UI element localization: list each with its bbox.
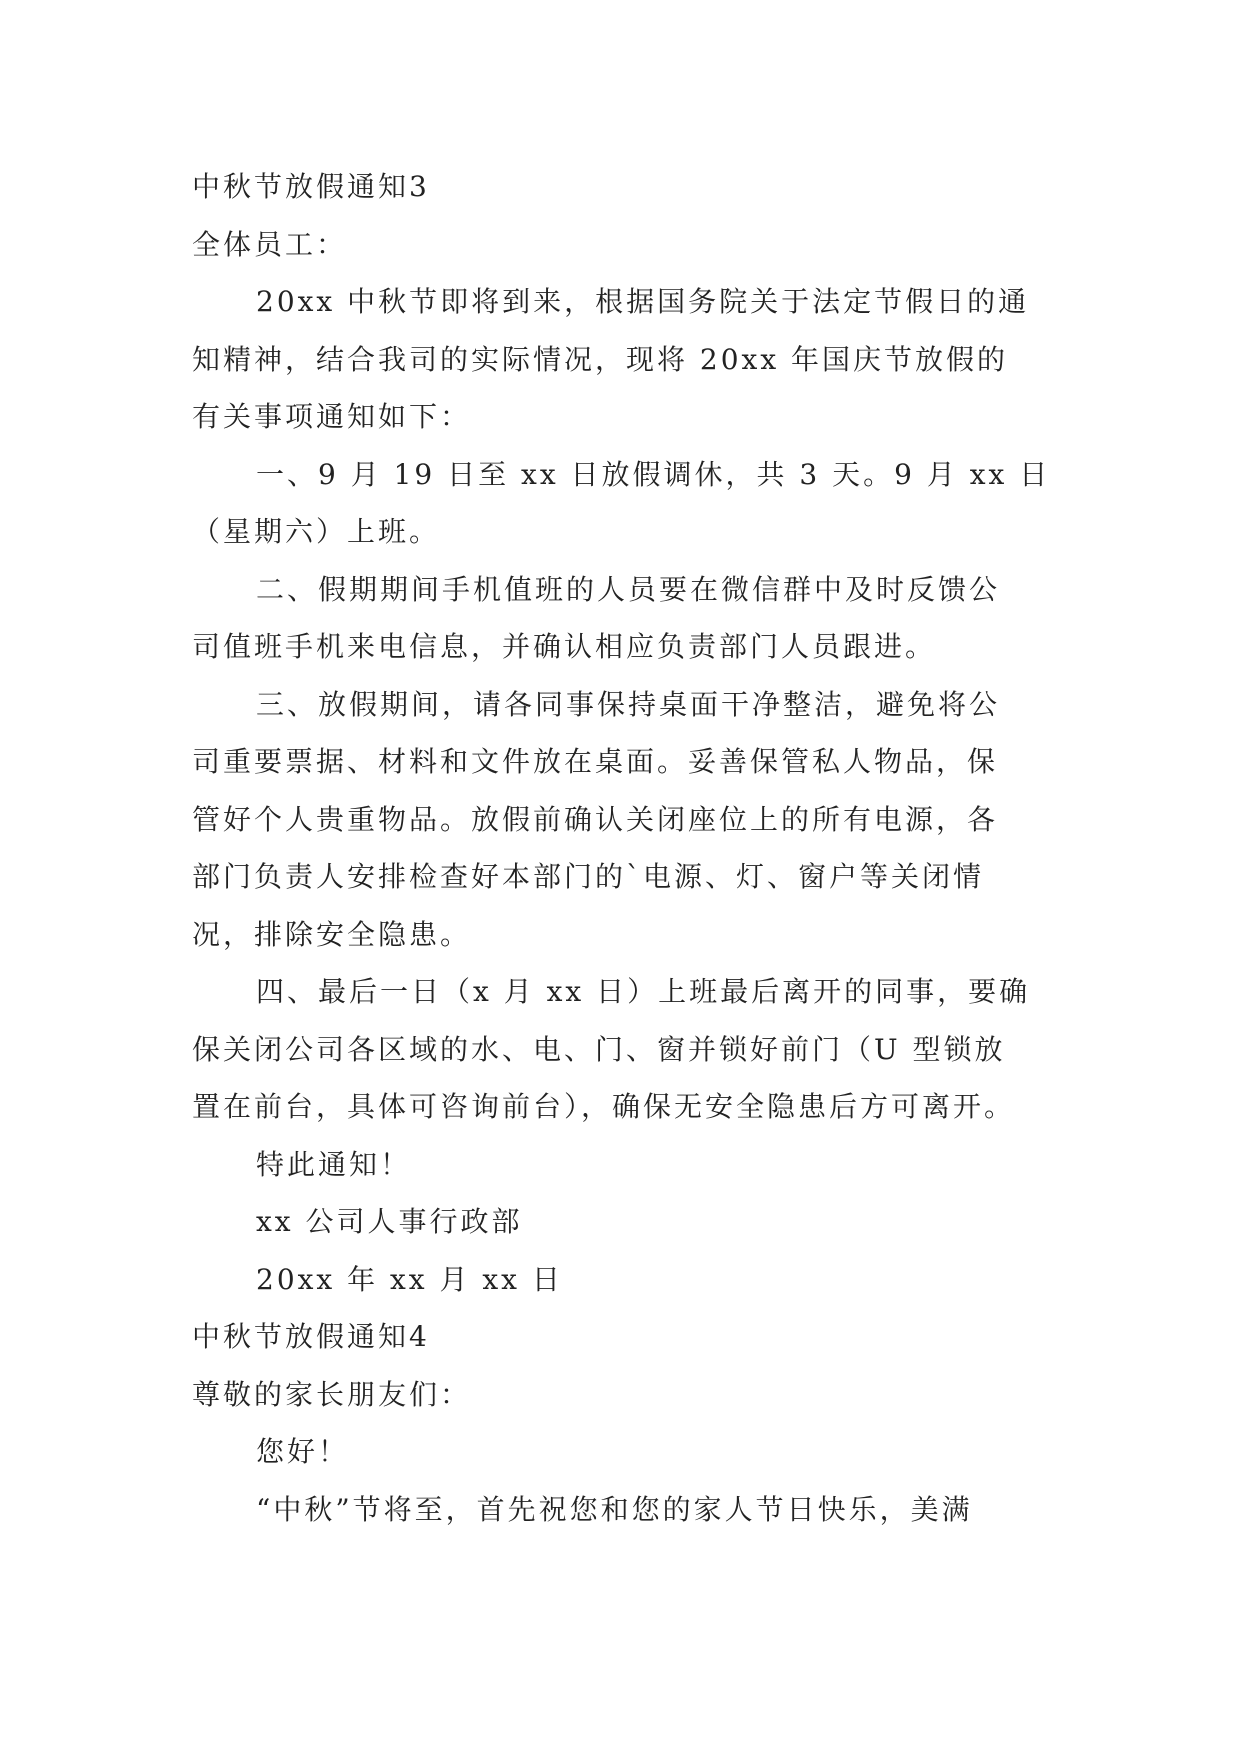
paragraph-line: 部门负责人安排检查好本部门的`电源、灯、窗户等关闭情	[192, 860, 985, 893]
item-3-paragraph	[192, 676, 1072, 964]
paragraph-line: 有关事项通知如下：	[192, 400, 472, 433]
paragraph-line: 四、最后一日（x 月 xx 日）上班最后离开的同事，要确	[256, 975, 1031, 1008]
notice-title: 中秋节放假通知3	[192, 170, 430, 203]
item-4-paragraph	[192, 963, 1072, 1136]
paragraph-line: 20xx 中秋节即将到来，根据国务院关于法定节假日的通	[256, 285, 1030, 318]
paragraph-line: 保关闭公司各区域的水、电、门、窗并锁好前门（U 型锁放	[192, 1032, 1006, 1066]
paragraph-line: 置在前台，具体可咨询前台），确保无安全隐患后方可离开。	[192, 1090, 1016, 1123]
paragraph-line: （星期六）上班。	[192, 515, 441, 548]
paragraph-line: 况，排除安全隐患。	[192, 917, 472, 951]
date-line: 20xx 年 xx 月 xx 日	[256, 1262, 563, 1296]
item-2-paragraph	[192, 561, 1072, 676]
salutation: 全体员工：	[192, 227, 348, 261]
salutation: 尊敬的家长朋友们：	[192, 1377, 472, 1411]
notice-4	[192, 1308, 1072, 1538]
paragraph-line: “中秋”节将至，首先祝您和您的家人节日快乐，美满	[256, 1492, 973, 1526]
item-1-paragraph	[192, 446, 1072, 561]
document-body	[192, 158, 1072, 1538]
closing-line: 特此通知！	[256, 1147, 412, 1181]
paragraph-line: 司值班手机来电信息，并确认相应负责部门人员跟进。	[192, 630, 937, 663]
paragraph-line: 司重要票据、材料和文件放在桌面。妥善保管私人物品，保	[192, 745, 999, 778]
greeting-line: 您好！	[256, 1435, 350, 1468]
signature-line: xx 公司人事行政部	[256, 1205, 523, 1238]
paragraph-line: 一、9 月 19 日至 xx 日放假调休，共 3 天。9 月 xx 日	[256, 457, 1051, 491]
paragraph-line: 二、假期期间手机值班的人员要在微信群中及时反馈公	[256, 572, 1001, 606]
notice-3	[192, 158, 1072, 1308]
paragraph-line: 管好个人贵重物品。放假前确认关闭座位上的所有电源，各	[192, 802, 999, 836]
paragraph-line: 三、放假期间，请各同事保持桌面干净整洁，避免将公	[256, 687, 1001, 721]
intro-paragraph	[192, 273, 1072, 446]
notice-title: 中秋节放假通知4	[192, 1320, 430, 1353]
paragraph-line: 知精神，结合我司的实际情况，现将 20xx 年国庆节放假的	[192, 342, 1009, 376]
